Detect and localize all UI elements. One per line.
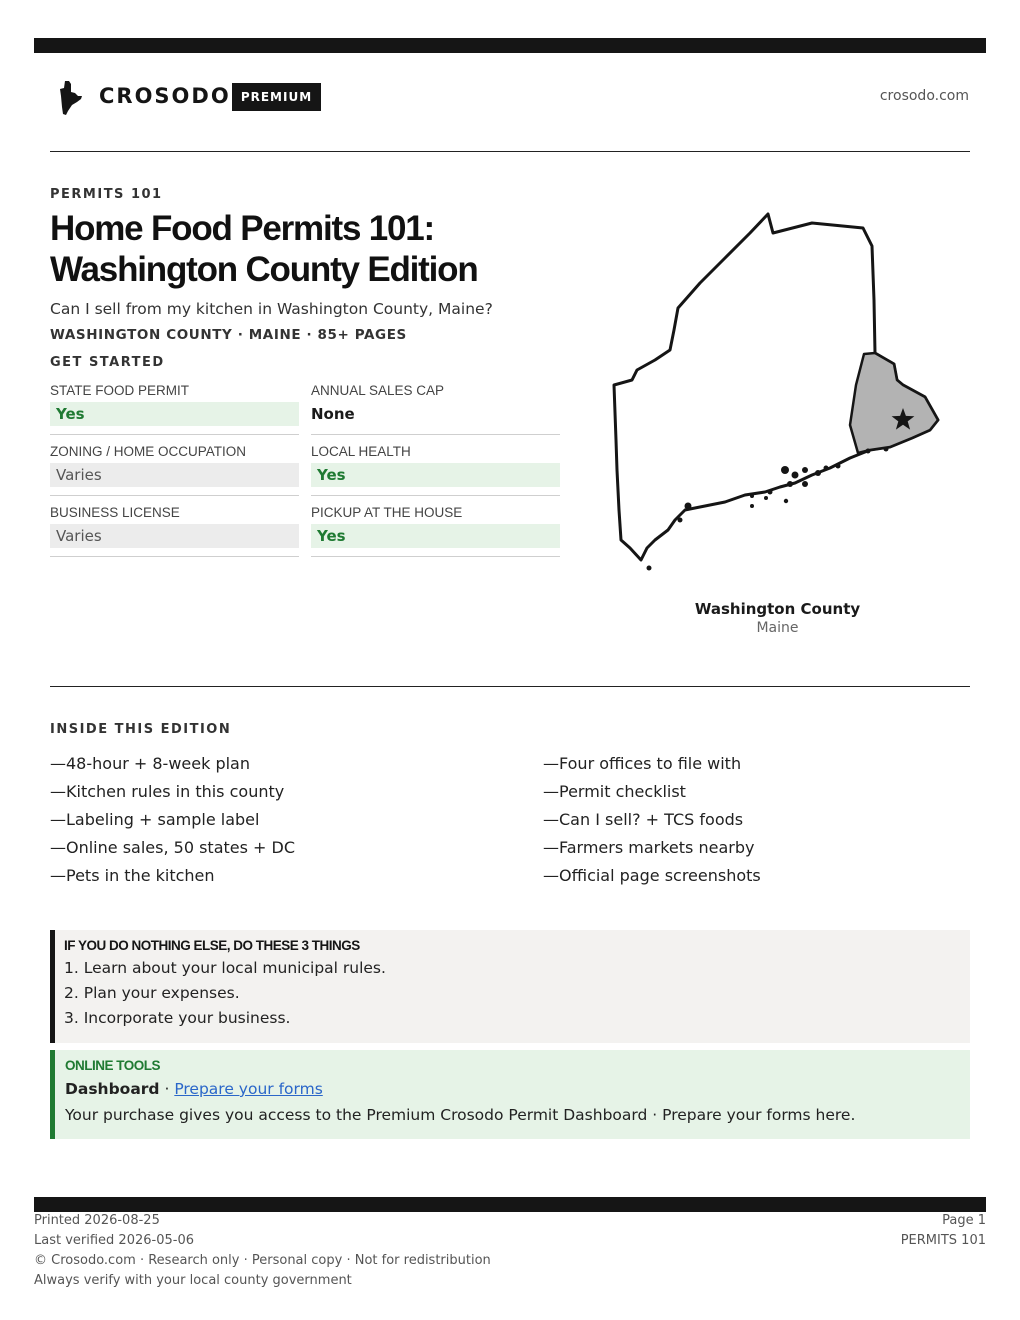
permit-value: Yes [311, 524, 560, 548]
get-started-heading: GET STARTED [50, 355, 165, 370]
edition-meta: WASHINGTON COUNTY · MAINE · 85+ PAGES [50, 327, 407, 343]
permit-value: Varies [50, 463, 299, 487]
toc-item: —Pets in the kitchen [50, 866, 215, 885]
toc-item: —Can I sell? + TCS foods [543, 810, 744, 829]
toc-item: —Online sales, 50 states + DC [50, 838, 296, 857]
permit-value: Yes [311, 463, 560, 487]
dashboard-description: Your purchase gives you access to the Premium Crosodo Permit Dashboard · Prepare your forms here. [65, 1106, 856, 1124]
footer-right [901, 1211, 986, 1251]
permit-value: Varies [50, 524, 299, 548]
inside-heading: INSIDE THIS EDITION [50, 722, 232, 737]
permit-value: Yes [50, 402, 299, 426]
permit-label: LOCAL HEALTH [311, 444, 411, 459]
header-divider [50, 151, 970, 152]
toc-item: —Permit checklist [543, 782, 686, 801]
prepare-forms-link[interactable]: Prepare your forms [174, 1080, 323, 1098]
toc-item: —Four offices to file with [543, 754, 742, 773]
footer-section: PERMITS 101 [900, 1233, 986, 1248]
online-tools-callout [50, 1050, 970, 1139]
map-caption [640, 600, 915, 636]
key-actions-callout [50, 930, 970, 1043]
title-line-1: Home Food Permits 101: [50, 209, 434, 248]
page-subtitle: Can I sell from my kitchen in Washington County, Maine? [50, 300, 493, 318]
premium-badge: PREMIUM [232, 83, 321, 111]
callout-heading: ONLINE TOOLS [65, 1058, 161, 1073]
toc-item: —48-hour + 8-week plan [50, 754, 250, 773]
separator: · [159, 1080, 175, 1098]
permit-label: ZONING / HOME OCCUPATION [50, 444, 247, 459]
callout-heading: IF YOU DO NOTHING ELSE, DO THESE 3 THINGS [64, 938, 360, 953]
bottom-bar [34, 1197, 986, 1212]
page-number: Page 1 [942, 1213, 986, 1228]
action-item: 2. Plan your expenses. [64, 984, 240, 1002]
verified-date: Last verified 2026-05-06 [34, 1233, 194, 1248]
permit-cell [50, 443, 299, 496]
copyright-notice: © Crosodo.com · Research only · Personal copy · Not for redistribution [34, 1253, 491, 1268]
permit-label: PICKUP AT THE HOUSE [311, 505, 463, 520]
title-line-2: Washington County Edition [50, 250, 478, 289]
permit-cell [50, 504, 299, 557]
footer-left [34, 1211, 491, 1291]
map-county-name: Washington County [694, 600, 861, 618]
dashboard-line [65, 1076, 970, 1102]
permit-label: STATE FOOD PERMIT [50, 383, 190, 398]
toc-item: —Farmers markets nearby [543, 838, 755, 857]
action-item: 3. Incorporate your business. [64, 1009, 291, 1027]
section-divider [50, 686, 970, 687]
verify-notice: Always verify with your local county government [34, 1273, 352, 1288]
permit-value: None [311, 405, 355, 423]
toc-item: —Labeling + sample label [50, 810, 260, 829]
toc-right-column [543, 750, 761, 890]
toc-left-column [50, 750, 295, 890]
map-state-name: Maine [756, 620, 799, 636]
permit-cell [311, 443, 560, 496]
page-title [50, 208, 610, 290]
action-item: 1. Learn about your local municipal rules. [64, 959, 386, 977]
state-map [606, 205, 950, 575]
county-highlight [850, 353, 938, 453]
section-eyebrow: PERMITS 101 [50, 187, 163, 202]
dashboard-label: Dashboard [65, 1080, 160, 1098]
site-url[interactable]: crosodo.com [879, 88, 969, 104]
permit-label: ANNUAL SALES CAP [311, 383, 445, 398]
coastal-islands [647, 447, 889, 571]
toc-item: —Kitchen rules in this county [50, 782, 285, 801]
permit-label: BUSINESS LICENSE [50, 505, 180, 520]
permit-cell [311, 382, 560, 435]
brand-name: CROSODO [99, 84, 231, 108]
top-bar [34, 38, 986, 53]
maine-silhouette-icon [56, 80, 84, 116]
permit-summary-grid [50, 382, 559, 557]
printed-date: Printed 2026-08-25 [34, 1213, 160, 1228]
permit-cell [311, 504, 560, 557]
permit-cell [50, 382, 299, 435]
toc-item: —Official page screenshots [543, 866, 761, 885]
